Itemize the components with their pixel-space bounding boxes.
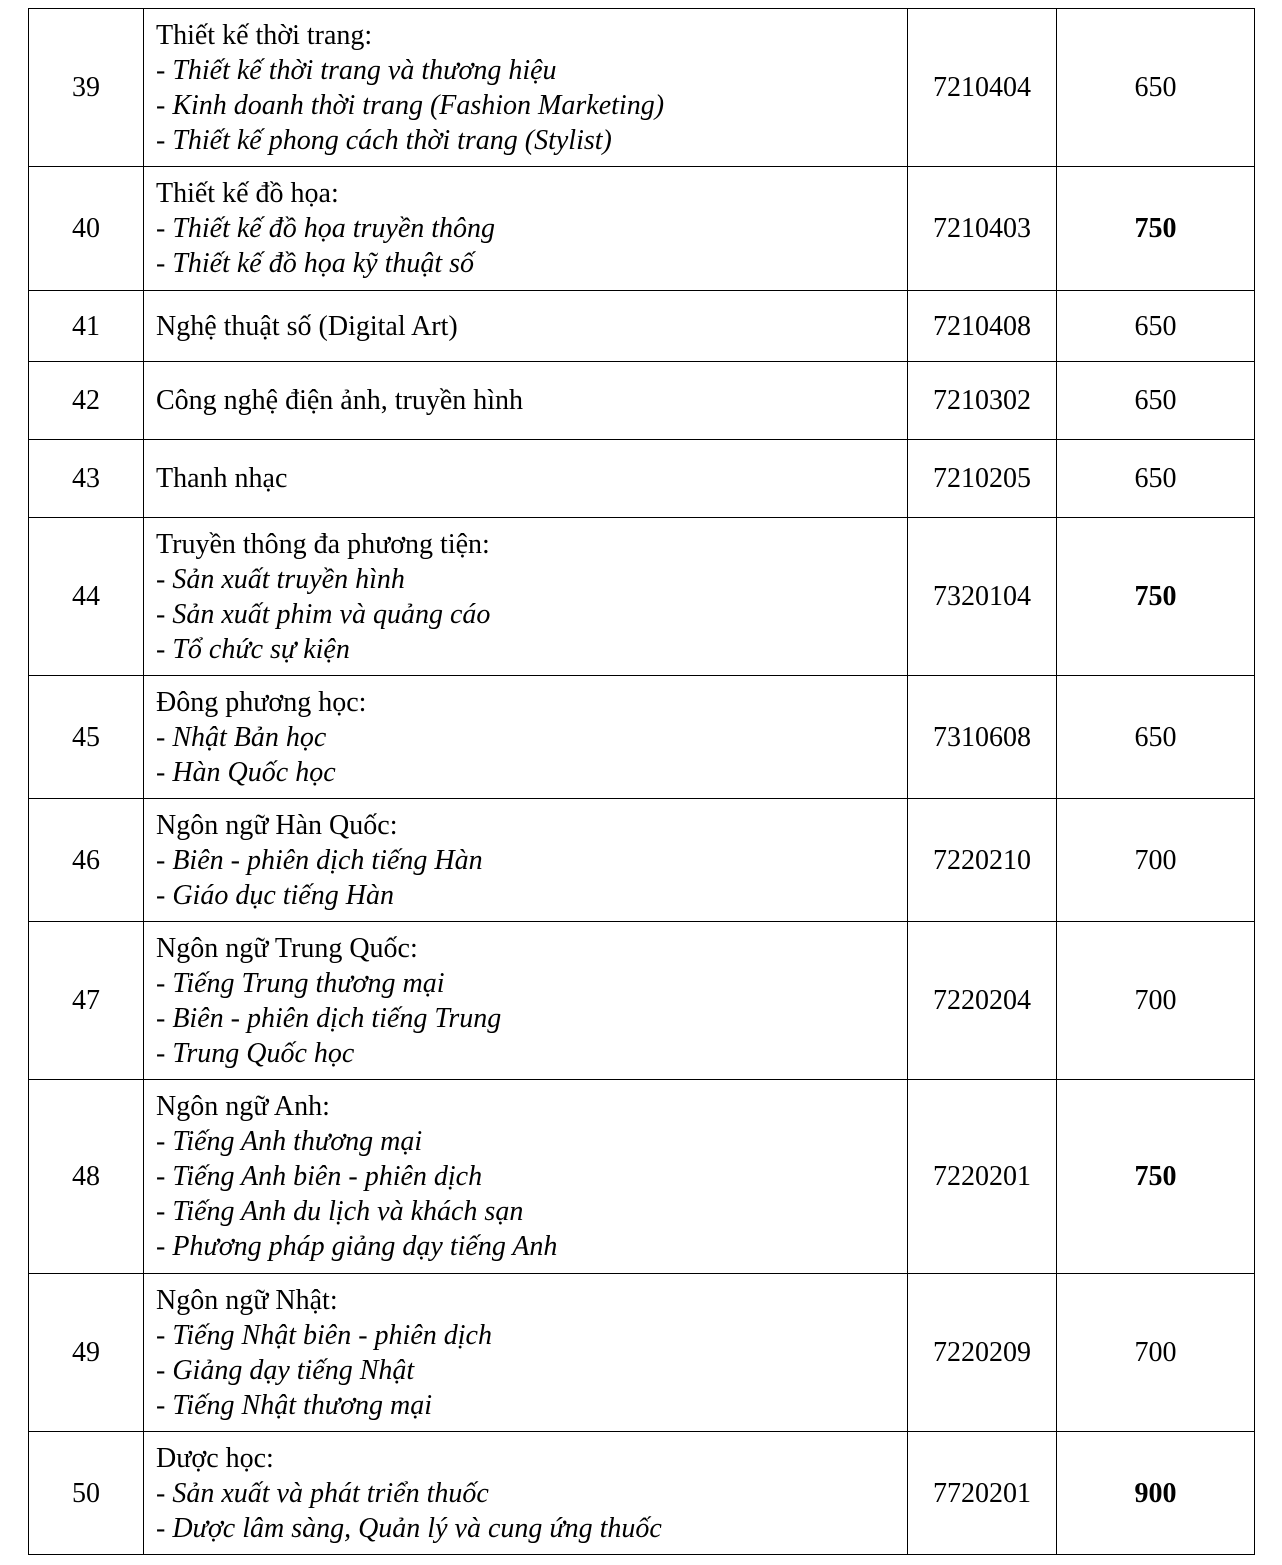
major-title: Truyền thông đa phương tiện:: [156, 528, 490, 560]
major-code: 7310608: [908, 676, 1057, 799]
major-name-cell: [144, 362, 908, 440]
table-row: [29, 362, 1255, 440]
major-title: Công nghệ điện ảnh, truyền hình: [156, 385, 524, 416]
major-code: 7720201: [908, 1432, 1057, 1555]
row-number: 46: [29, 799, 144, 922]
specialization-item: - Thiết kế đồ họa truyền thông: [156, 213, 496, 244]
major-name-cell: [144, 1080, 908, 1274]
major-title: Dược học:: [156, 1442, 274, 1474]
specialization-item: - Hàn Quốc học: [156, 756, 336, 788]
specialization-item: - Tổ chức sự kiện: [156, 633, 350, 665]
specialization-item: - Tiếng Anh thương mại: [156, 1126, 423, 1157]
quota-value: 700: [1057, 922, 1255, 1080]
specialization-item: - Kinh doanh thời trang (Fashion Marketing): [156, 89, 665, 121]
major-title: Đông phương học:: [156, 686, 367, 718]
row-number: 42: [29, 362, 144, 440]
major-code: 7220209: [908, 1274, 1057, 1432]
major-code: 7210408: [908, 291, 1057, 362]
row-number: 47: [29, 922, 144, 1080]
major-name-cell: [144, 291, 908, 362]
major-code: 7220201: [908, 1080, 1057, 1274]
table-row: [29, 1274, 1255, 1432]
specialization-item: - Giáo dục tiếng Hàn: [156, 879, 394, 911]
table-row: [29, 799, 1255, 922]
table-row: [29, 676, 1255, 799]
major-code: 7210403: [908, 167, 1057, 291]
specialization-item: - Tiếng Anh du lịch và khách sạn: [156, 1196, 524, 1227]
major-name-cell: [144, 676, 908, 799]
major-title: Ngôn ngữ Hàn Quốc:: [156, 809, 398, 841]
major-name-cell: [144, 1274, 908, 1432]
major-title: Thanh nhạc: [156, 463, 288, 494]
table-row: [29, 1432, 1255, 1555]
major-name-cell: [144, 9, 908, 167]
row-number: 39: [29, 9, 144, 167]
specialization-item: - Tiếng Trung thương mại: [156, 967, 445, 999]
quota-value: 700: [1057, 1274, 1255, 1432]
specialization-item: - Thiết kế đồ họa kỹ thuật số: [156, 248, 475, 279]
quota-value: 650: [1057, 676, 1255, 799]
major-code: 7220204: [908, 922, 1057, 1080]
row-number: 44: [29, 518, 144, 676]
specialization-item: - Thiết kế thời trang và thương hiệu: [156, 54, 557, 86]
quota-value: 650: [1057, 291, 1255, 362]
major-name-cell: [144, 1432, 908, 1555]
table-row: [29, 518, 1255, 676]
specialization-item: - Tiếng Nhật thương mại: [156, 1389, 433, 1421]
specialization-item: - Tiếng Anh biên - phiên dịch: [156, 1161, 483, 1192]
quota-value: 650: [1057, 440, 1255, 518]
specialization-item: - Thiết kế phong cách thời trang (Stylist): [156, 124, 612, 156]
specialization-item: - Tiếng Nhật biên - phiên dịch: [156, 1319, 492, 1351]
quota-value: 650: [1057, 362, 1255, 440]
quota-value: 650: [1057, 9, 1255, 167]
major-title: Thiết kế thời trang:: [156, 19, 373, 51]
specialization-item: - Nhật Bản học: [156, 721, 327, 753]
specialization-item: - Giảng dạy tiếng Nhật: [156, 1354, 415, 1386]
table-row: [29, 167, 1255, 291]
table-row: [29, 1080, 1255, 1274]
row-number: 45: [29, 676, 144, 799]
major-title: Ngôn ngữ Trung Quốc:: [156, 932, 418, 964]
table-row: [29, 922, 1255, 1080]
specialization-item: - Trung Quốc học: [156, 1037, 355, 1069]
specialization-item: - Biên - phiên dịch tiếng Hàn: [156, 844, 483, 876]
majors-table-body: [29, 9, 1255, 1555]
major-title: Ngôn ngữ Anh:: [156, 1091, 330, 1122]
row-number: 49: [29, 1274, 144, 1432]
major-name-cell: [144, 440, 908, 518]
specialization-item: - Phương pháp giảng dạy tiếng Anh: [156, 1231, 558, 1262]
specialization-item: - Sản xuất truyền hình: [156, 563, 405, 595]
table-row: [29, 291, 1255, 362]
quota-value: 750: [1057, 167, 1255, 291]
row-number: 48: [29, 1080, 144, 1274]
major-name-cell: [144, 799, 908, 922]
table-row: [29, 440, 1255, 518]
major-code: 7210404: [908, 9, 1057, 167]
quota-value: 700: [1057, 799, 1255, 922]
majors-table: [28, 8, 1255, 1555]
major-code: 7220210: [908, 799, 1057, 922]
major-code: 7210302: [908, 362, 1057, 440]
specialization-item: - Sản xuất phim và quảng cáo: [156, 598, 491, 630]
table-row: [29, 9, 1255, 167]
quota-value: 750: [1057, 1080, 1255, 1274]
major-title: Nghệ thuật số (Digital Art): [156, 310, 458, 342]
row-number: 40: [29, 167, 144, 291]
major-name-cell: [144, 922, 908, 1080]
major-title: Ngôn ngữ Nhật:: [156, 1284, 338, 1316]
major-code: 7210205: [908, 440, 1057, 518]
specialization-item: - Sản xuất và phát triển thuốc: [156, 1477, 489, 1509]
row-number: 41: [29, 291, 144, 362]
major-name-cell: [144, 167, 908, 291]
major-name-cell: [144, 518, 908, 676]
specialization-item: - Dược lâm sàng, Quản lý và cung ứng thuốc: [156, 1512, 662, 1544]
major-title: Thiết kế đồ họa:: [156, 178, 339, 209]
specialization-item: - Biên - phiên dịch tiếng Trung: [156, 1002, 502, 1034]
row-number: 50: [29, 1432, 144, 1555]
major-code: 7320104: [908, 518, 1057, 676]
row-number: 43: [29, 440, 144, 518]
quota-value: 900: [1057, 1432, 1255, 1555]
quota-value: 750: [1057, 518, 1255, 676]
